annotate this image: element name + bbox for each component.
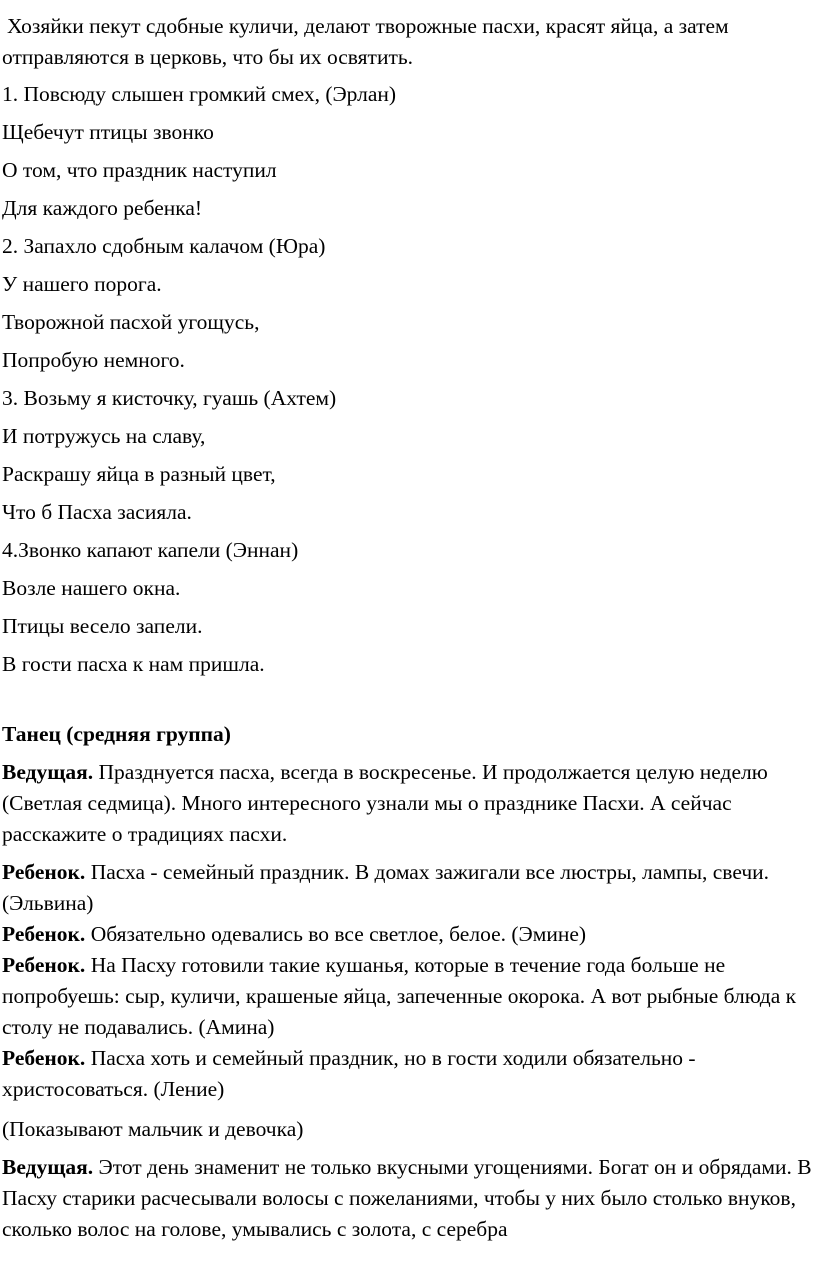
speaker-label: Ребенок. — [2, 953, 86, 977]
speech-text: Пасха хоть и семейный праздник, но в гости ходили обязательно - христосоваться. (Ление) — [2, 1046, 696, 1101]
speaker-label: Ребенок. — [2, 860, 86, 884]
speaker-label: Ребенок. — [2, 1046, 86, 1070]
speech-text: На Пасху готовили такие кушанья, которые в течение года больше не попробуешь: сыр, куличи, крашеные яйца, запеченные окорока. А вот рыбные блюда к столу не подавались. (Амина) — [2, 953, 797, 1039]
poem-line: 1. Повсюду слышен громкий смех, (Эрлан) — [2, 82, 397, 106]
speaker-label: Ребенок. — [2, 922, 86, 946]
poem-line: Щебечут птицы звонко — [2, 120, 214, 144]
poem-line: Творожной пасхой угощусь, — [2, 310, 260, 334]
speaker-label: Ведущая. — [2, 760, 94, 784]
dialogue-paragraph — [2, 919, 812, 950]
section-heading: Танец (средняя группа) — [2, 722, 231, 746]
poem-line: О том, что праздник наступил — [2, 158, 277, 182]
poem-line: Для каждого ребенка! — [2, 196, 203, 220]
poem-line: Что б Пасха засияла. — [2, 500, 192, 524]
poem-line: Возле нашего окна. — [2, 576, 181, 600]
poem-line: 4.Звонко капают капели (Эннан) — [2, 538, 299, 562]
final-paragraph — [2, 1152, 812, 1245]
speech-text: Этот день знаменит не только вкусными угощениями. Богат он и обрядами. В Пасху старики расчесывали волосы с пожеланиями, чтобы у них было столько внуков, сколько волос на голове, умывались с золота, с серебра — [2, 1155, 812, 1241]
stage-direction: (Показывают мальчик и девочка) — [2, 1117, 304, 1141]
poem-line: 2. Запахло сдобным калачом (Юра) — [2, 234, 326, 258]
dialogue-paragraph — [2, 950, 812, 1043]
dialogue-paragraph — [2, 1043, 812, 1105]
speaker-label: Ведущая. — [2, 1155, 94, 1179]
poem-line: В гости пасха к нам пришла. — [2, 652, 265, 676]
dialogue-paragraph — [2, 857, 812, 919]
poem-line: У нашего порога. — [2, 272, 162, 296]
poem-line: 3. Возьму я кисточку, гуашь (Ахтем) — [2, 386, 337, 410]
speech-text: Празднуется пасха, всегда в воскресенье. И продолжается целую неделю (Светлая седмица). Много интересного узнали мы о празднике Пасхи. А сейчас расскажите о традициях пасхи. — [2, 760, 768, 846]
intro-paragraph: Хозяйки пекут сдобные куличи, делают творожные пасхи, красят яйца, а затем отправляются в церковь, что бы их освятить. — [2, 14, 729, 69]
poem-line: Попробую немного. — [2, 348, 185, 372]
speech-text: Обязательно одевались во все светлое, белое. (Эмине) — [85, 922, 587, 946]
poem-line: Птицы весело запели. — [2, 614, 203, 638]
speech-text: Пасха - семейный праздник. В домах зажигали все люстры, лампы, свечи. (Эльвина) — [2, 860, 770, 915]
poem-line: И потружусь на славу, — [2, 424, 206, 448]
dialogue-paragraph — [2, 757, 812, 850]
poem-line: Раскрашу яйца в разный цвет, — [2, 462, 276, 486]
